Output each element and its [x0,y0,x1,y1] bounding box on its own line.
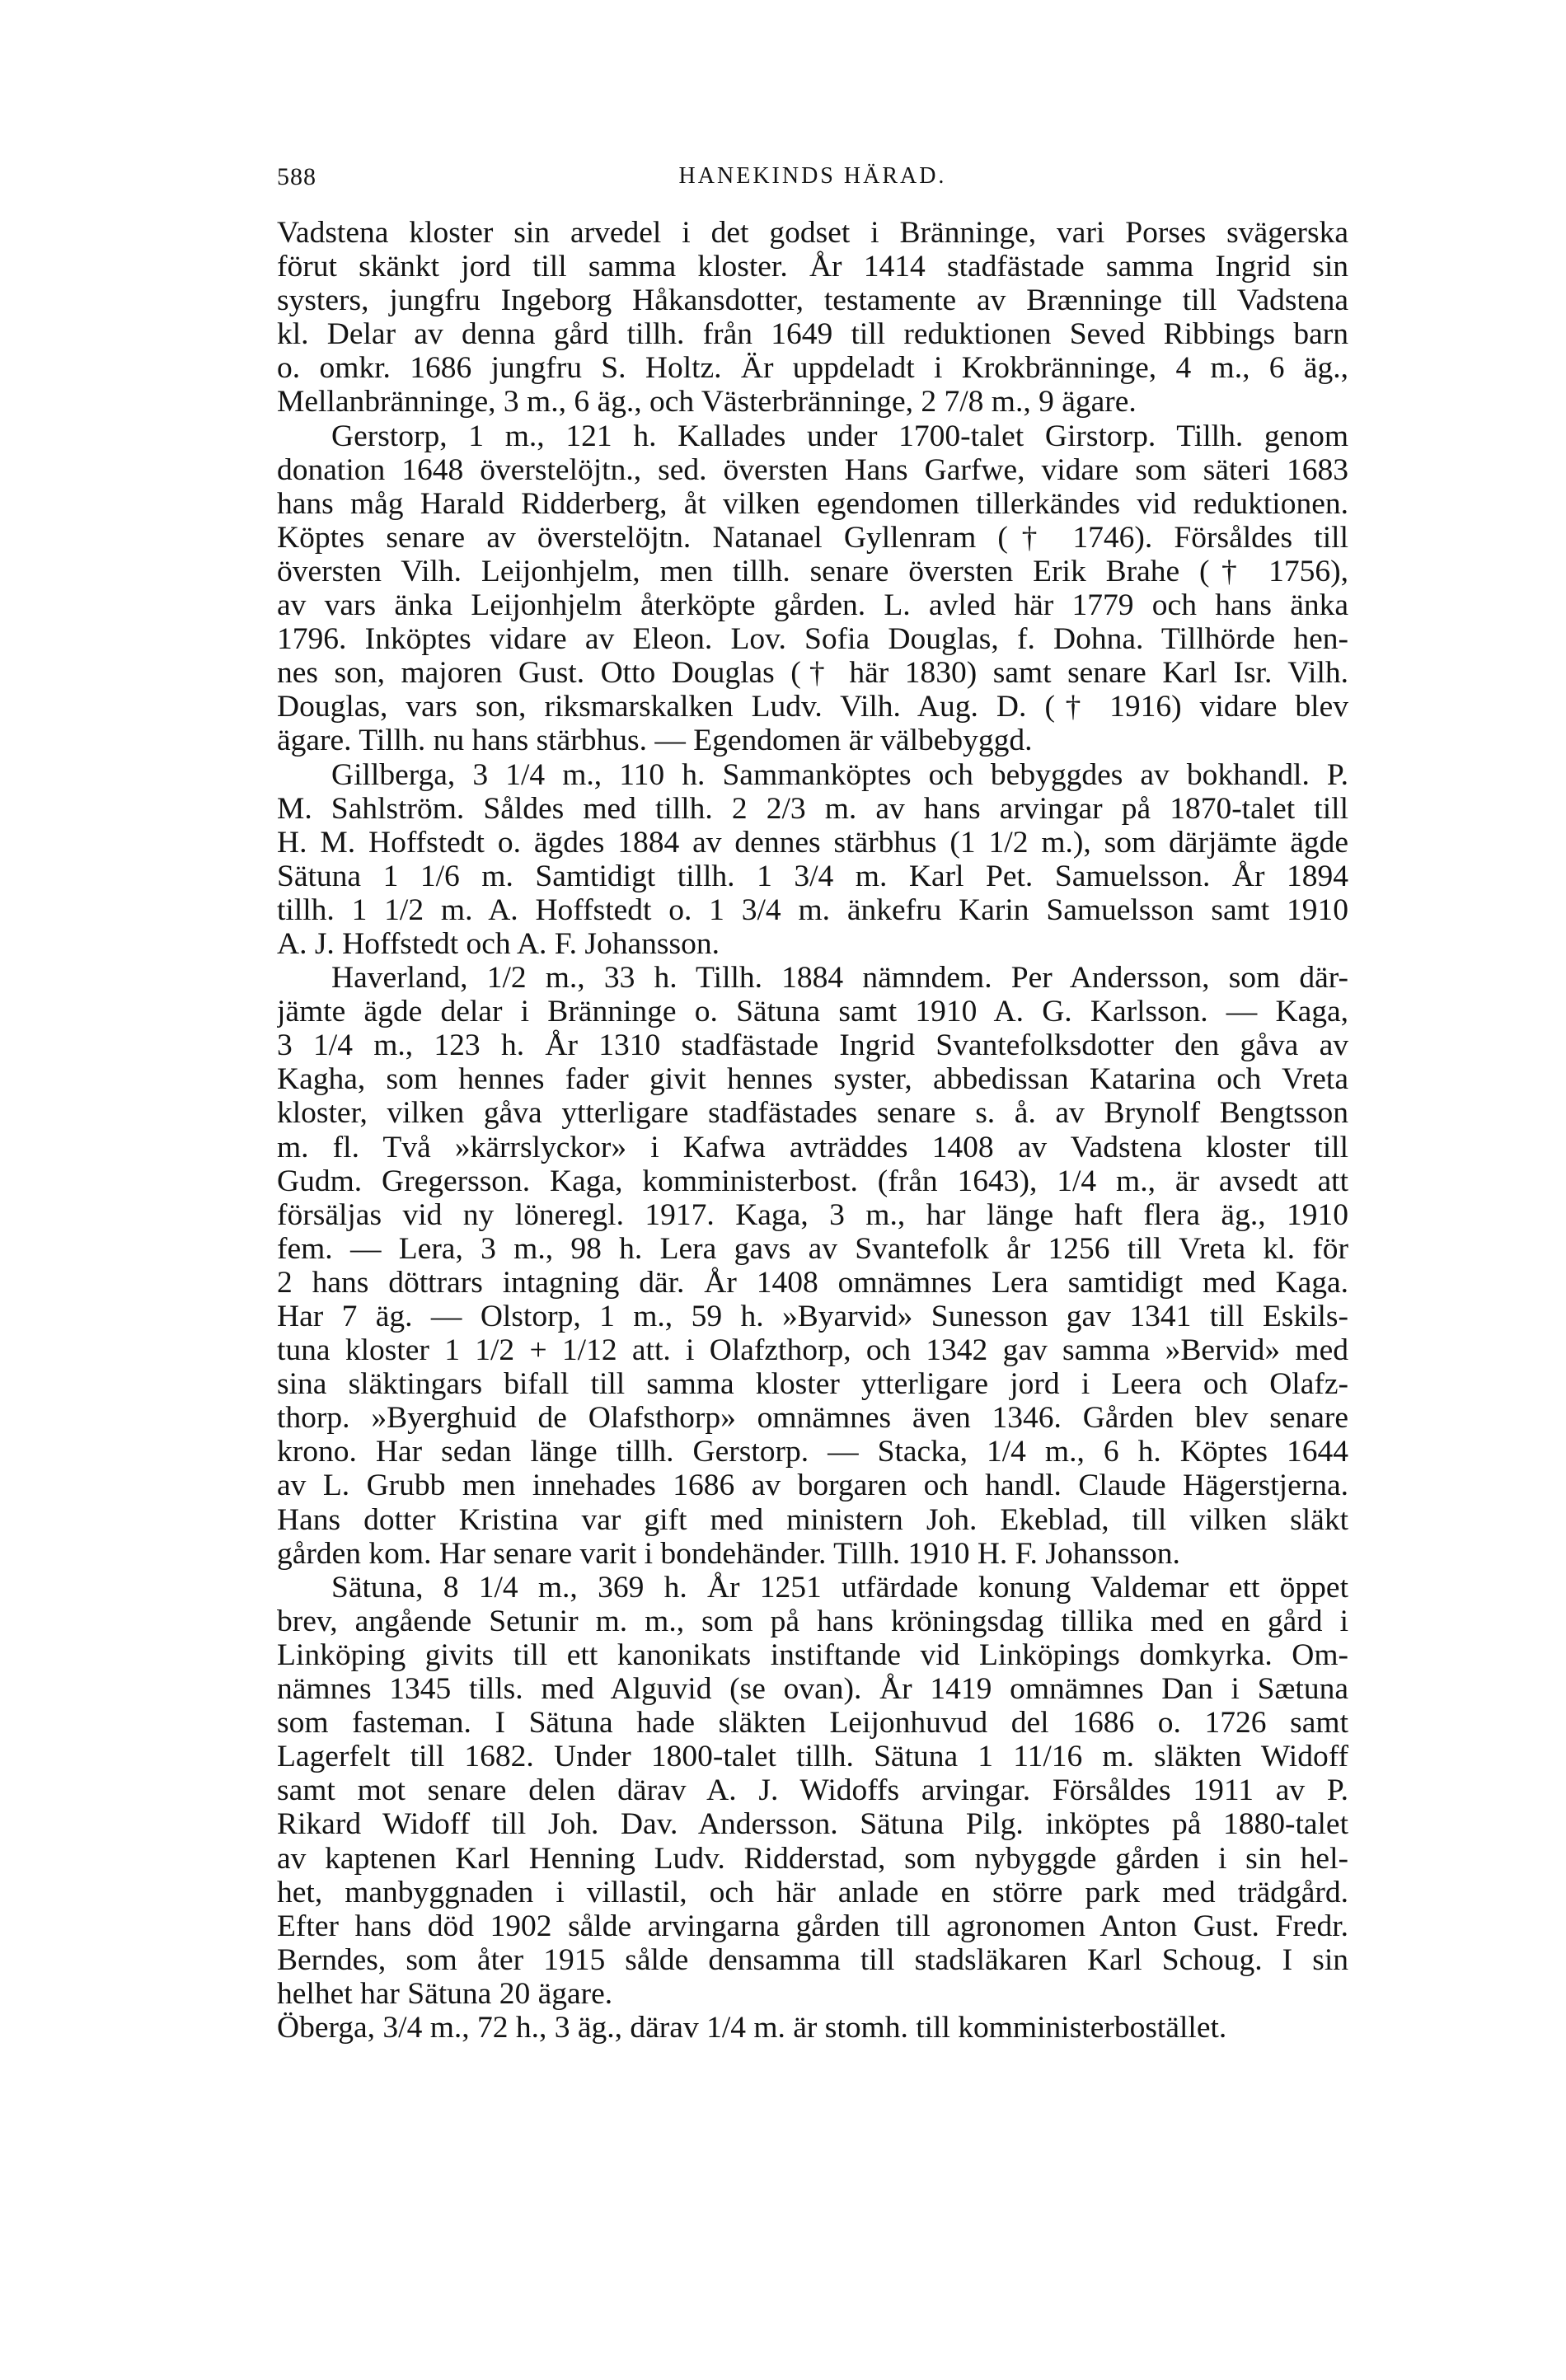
text-line: som fasteman. I Sätuna hade släkten Leijonhuvud del 1686 o. 1726 samt [277,1706,1348,1740]
text-line: nes son, majoren Gust. Otto Douglas († här 1830) samt senare Karl Isr. Vilh. [277,656,1348,691]
text-line: nämnes 1345 tills. med Alguvid (se ovan). År 1419 omnämnes Dan i Sætuna [277,1672,1348,1707]
text-line: fem. — Lera, 3 m., 98 h. Lera gavs av Svantefolk år 1256 till Vreta kl. för [277,1231,1348,1266]
text-line: ägare. Tillh. nu hans stärbhus. — Egendomen är välbebyggd. [277,724,1033,758]
text-line: helhet har Sätuna 20 ägare. [277,1976,613,2011]
text-line: M. Sahlström. Såldes med tillh. 2 2/3 m. av hans arvingar på 1870-talet till [277,791,1348,826]
paragraph-satuna: Sätuna, 8 1/4 m., 369 h. År 1251 utfärdade konung Valdemar ett öppet [331,1570,1348,1605]
text-line: jämte ägde delar i Bränninge o. Sätuna samt 1910 A. G. Karlsson. — Kaga, [277,995,1348,1029]
text-line: Linköping givits till ett kanonikats instiftande vid Linköpings domkyrka. Om- [277,1637,1348,1672]
text-line: gården kom. Har senare varit i bondehänder. Tillh. 1910 H. F. Johansson. [277,1536,1180,1571]
text-line: tillh. 1 1/2 m. A. Hoffstedt o. 1 3/4 m. änkefru Karin Samuelsson samt 1910 [277,892,1348,927]
text-line: krono. Har sedan länge tillh. Gerstorp. — Stacka, 1/4 m., 6 h. Köptes 1644 [277,1435,1348,1469]
body-text [277,216,1348,2045]
text-line: förut skänkt jord till samma kloster. År 1414 stadfästade samma Ingrid sin [277,250,1348,284]
text-line: sina släktingars bifall till samma kloster ytterligare jord i Leera och Olafz- [277,1367,1348,1402]
text-line: Douglas, vars son, riksmarskalken Ludv. Vilh. Aug. D. († 1916) vidare blev [277,690,1348,724]
text-line: hans måg Harald Ridderberg, åt vilken egendomen tillerkändes vid reduktionen. [277,486,1348,521]
paragraph-oberga: Öberga, 3/4 m., 72 h., 3 äg., därav 1/4 m. är stomh. till komministerbostället. [277,2010,1227,2045]
text-line: Berndes, som åter 1915 sålde densamma till stadsläkaren Karl Schoug. I sin [277,1942,1348,1977]
text-line: 2 hans döttrars intagning där. År 1408 omnämnes Lera samtidigt med Kaga. [277,1265,1348,1300]
text-line: Efter hans död 1902 sålde arvingarna gården till agronomen Anton Gust. Fredr. [277,1909,1348,1943]
paragraph-gillberga: Gillberga, 3 1/4 m., 110 h. Sammanköptes och bebyggdes av bokhandl. P. [331,757,1348,792]
text-line: översten Vilh. Leijonhjelm, men tillh. senare översten Erik Brahe († 1756), [277,554,1348,588]
text-line: brev, angående Setunir m. m., som på hans kröningsdag tillika med en gård i [277,1604,1348,1638]
text-line: het, manbyggnaden i villastil, och här anlade en större park med trädgård. [277,1875,1348,1909]
text-line: av vars änka Leijonhjelm återköpte gården. L. avled här 1779 och hans änka [277,588,1348,623]
text-line: av L. Grubb men innehades 1686 av borgaren och handl. Claude Hägerstjerna. [277,1469,1348,1503]
page-header [277,163,1348,199]
text-line: Gudm. Gregersson. Kaga, komministerbost. (från 1643), 1/4 m., är avsedt att [277,1164,1348,1198]
text-line: Köptes senare av överstelöjtn. Natanael Gyllenram († 1746). Försåldes till [277,520,1348,555]
text-line: o. omkr. 1686 jungfru S. Holtz. Är uppdeladt i Krokbränninge, 4 m., 6 äg., [277,351,1348,386]
text-line: av kaptenen Karl Henning Ludv. Ridderstad, som nybyggde gården i sin hel- [277,1841,1348,1876]
text-line: 3 1/4 m., 123 h. År 1310 stadfästade Ingrid Svantefolksdotter den gåva av [277,1028,1348,1063]
text-line: Kagha, som hennes fader givit hennes syster, abbedissan Katarina och Vreta [277,1062,1348,1097]
text-line: Vadstena kloster sin arvedel i det godset i Bränninge, vari Porses svägerska [277,216,1348,250]
text-line: Rikard Widoff till Joh. Dav. Andersson. Sätuna Pilg. inköptes på 1880-talet [277,1807,1348,1842]
text-line: H. M. Hoffstedt o. ägdes 1884 av dennes stärbhus (1 1/2 m.), som därjämte ägde [277,825,1348,860]
text-line: kloster, vilken gåva ytterligare stadfästades senare s. å. av Brynolf Bengtsson [277,1096,1348,1131]
text-line: Sätuna 1 1/6 m. Samtidigt tillh. 1 3/4 m. Karl Pet. Samuelsson. År 1894 [277,859,1348,893]
running-head: HANEKINDS HÄRAD. [678,163,947,189]
page-number: 588 [277,163,316,190]
text-line: försäljas vid ny löneregl. 1917. Kaga, 3 m., har länge haft flera äg., 1910 [277,1197,1348,1232]
text-line: samt mot senare delen därav A. J. Widoffs arvingar. Försåldes 1911 av P. [277,1773,1348,1808]
text-line: Hans dotter Kristina var gift med ministern Joh. Ekeblad, till vilken släkt [277,1502,1348,1537]
paragraph-haverland: Haverland, 1/2 m., 33 h. Tillh. 1884 nämndem. Per Andersson, som där- [331,961,1348,996]
text-line: Mellanbränninge, 3 m., 6 äg., och Västerbränninge, 2 7/8 m., 9 ägare. [277,385,1137,419]
text-line: thorp. »Byerghuid de Olafsthorp» omnämnes även 1346. Gården blev senare [277,1401,1348,1436]
text-line: donation 1648 överstelöjtn., sed. översten Hans Garfwe, vidare som säteri 1683 [277,452,1348,487]
text-line: kl. Delar av denna gård tillh. från 1649 till reduktionen Seved Ribbings barn [277,317,1348,352]
text-line: Lagerfelt till 1682. Under 1800-talet tillh. Sätuna 1 11/16 m. släkten Widoff [277,1740,1348,1774]
text-line: 1796. Inköptes vidare av Eleon. Lov. Sofia Douglas, f. Dohna. Tillhörde hen- [277,622,1348,657]
paragraph-gerstorp: Gerstorp, 1 m., 121 h. Kallades under 1700-talet Girstorp. Tillh. genom [331,419,1348,453]
text-line: m. fl. Två »kärrslyckor» i Kafwa avträddes 1408 av Vadstena kloster till [277,1130,1348,1164]
text-line: Har 7 äg. — Olstorp, 1 m., 59 h. »Byarvid» Sunesson gav 1341 till Eskils- [277,1300,1348,1333]
text-line: tuna kloster 1 1/2 + 1/12 att. i Olafzthorp, och 1342 gav samma »Bervid» med [277,1333,1348,1368]
text-line: systers, jungfru Ingeborg Håkansdotter, testamente av Brænninge till Vadstena [277,283,1348,318]
text-line: A. J. Hoffstedt och A. F. Johansson. [277,926,720,961]
